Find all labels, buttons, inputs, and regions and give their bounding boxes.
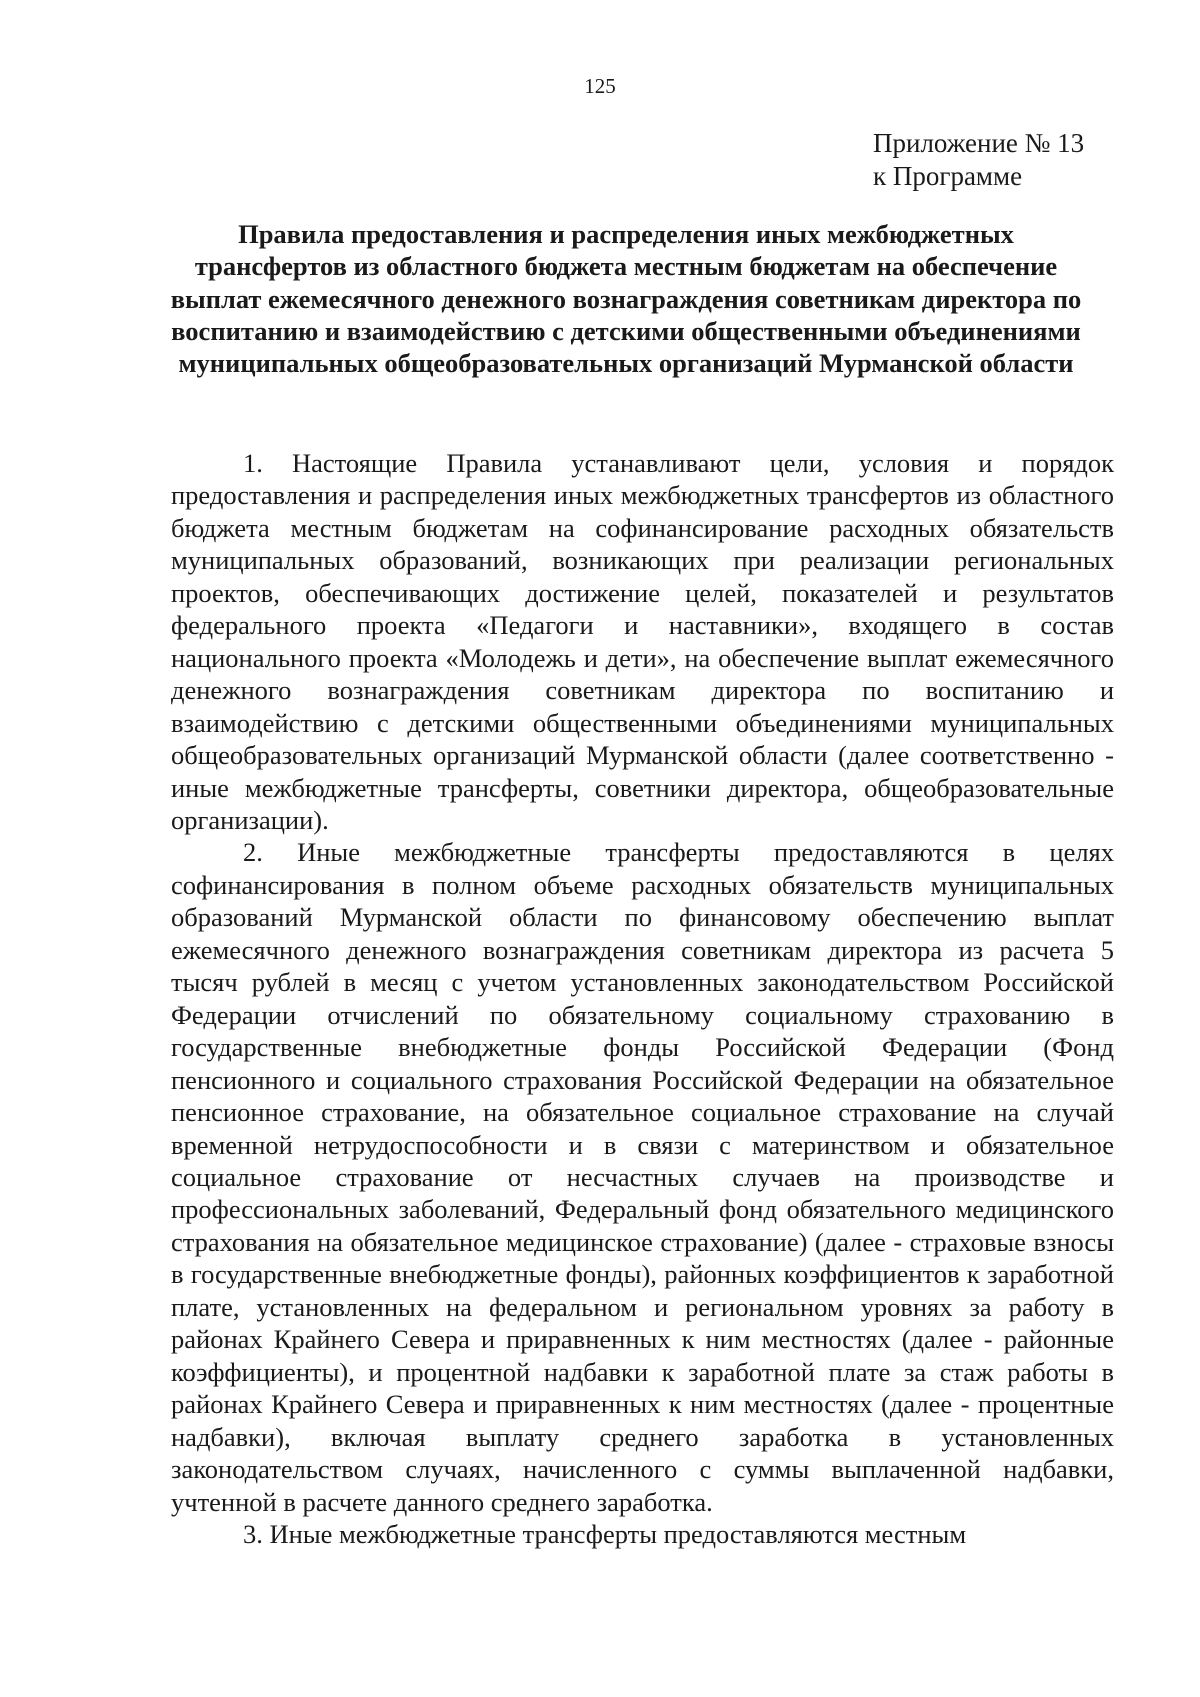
document-body xyxy=(171,447,1114,1550)
appendix-program: к Программе xyxy=(873,161,1023,191)
paragraph-2: 2. Иные межбюджетные трансферты предоставляются в целях софинансирования в полном объеме расходных обязательств муниципальных образований Мурманской области по финансовому обеспечению выплат ежемесячного денежного вознаграждения советникам директора из расчета 5 тысяч рублей в месяц с учетом установленных законодательством Российской Федерации отчислений по обязательному социальному страхованию в государственные внебюджетные фонды Российской Федерации (Фонд пенсионного и социального страхования Российской Федерации на обязательное пенсионное страхование, на обязательное социальное страхование на случай временной нетрудоспособности и в связи с материнством и обязательное социальное страхование от несчастных случаев на производстве и профессиональных заболеваний, Федеральный фонд обязательного медицинского страхования на обязательное медицинское страхование) (далее - страховые взносы в государственные внебюджетные фонды), районных коэффициентов к заработной плате, установленных на федеральном и региональном уровнях за работу в районах Крайнего Севера и приравненных к ним местностях (далее - районные коэффициенты), и процентной надбавки к заработной плате за стаж работы в районах Крайнего Севера и приравненных к ним местностях (далее - процентные надбавки), включая выплату среднего заработка в установленных законодательством случаях, начисленного с суммы выплаченной надбавки, учтенной в расчете данного среднего заработка. xyxy=(171,837,1114,1517)
page-number: 125 xyxy=(584,74,616,98)
appendix-reference xyxy=(873,127,1084,193)
paragraph-3: 3. Иные межбюджетные трансферты предоставляются местным xyxy=(243,1518,967,1549)
appendix-number: Приложение № 13 xyxy=(873,128,1085,158)
document-title: Правила предоставления и распределения иных межбюджетных трансфертов из областного бюджета местным бюджетам на обеспечение выплат ежемесячного денежного вознаграждения советникам директора по воспитанию и взаимодействию с детскими общественными объединениями муниципальных общеобразовательных организаций Мурманской области xyxy=(170,219,1082,379)
paragraph-1: 1. Настоящие Правила устанавливают цели, условия и порядок предоставления и распределения иных межбюджетных трансфертов из областного бюджета местным бюджетам на софинансирование расходных обязательств муниципальных образований, возникающих при реализации региональных проектов, обеспечивающих достижение целей, показателей и результатов федерального проекта «Педагоги и наставники», входящего в состав национального проекта «Молодежь и дети», на обеспечение выплат ежемесячного денежного вознаграждения советникам директора по воспитанию и взаимодействию с детскими общественными объединениями муниципальных общеобразовательных организаций Мурманской области (далее соответственно - иные межбюджетные трансферты, советники директора, общеобразовательные организации). xyxy=(171,448,1114,835)
